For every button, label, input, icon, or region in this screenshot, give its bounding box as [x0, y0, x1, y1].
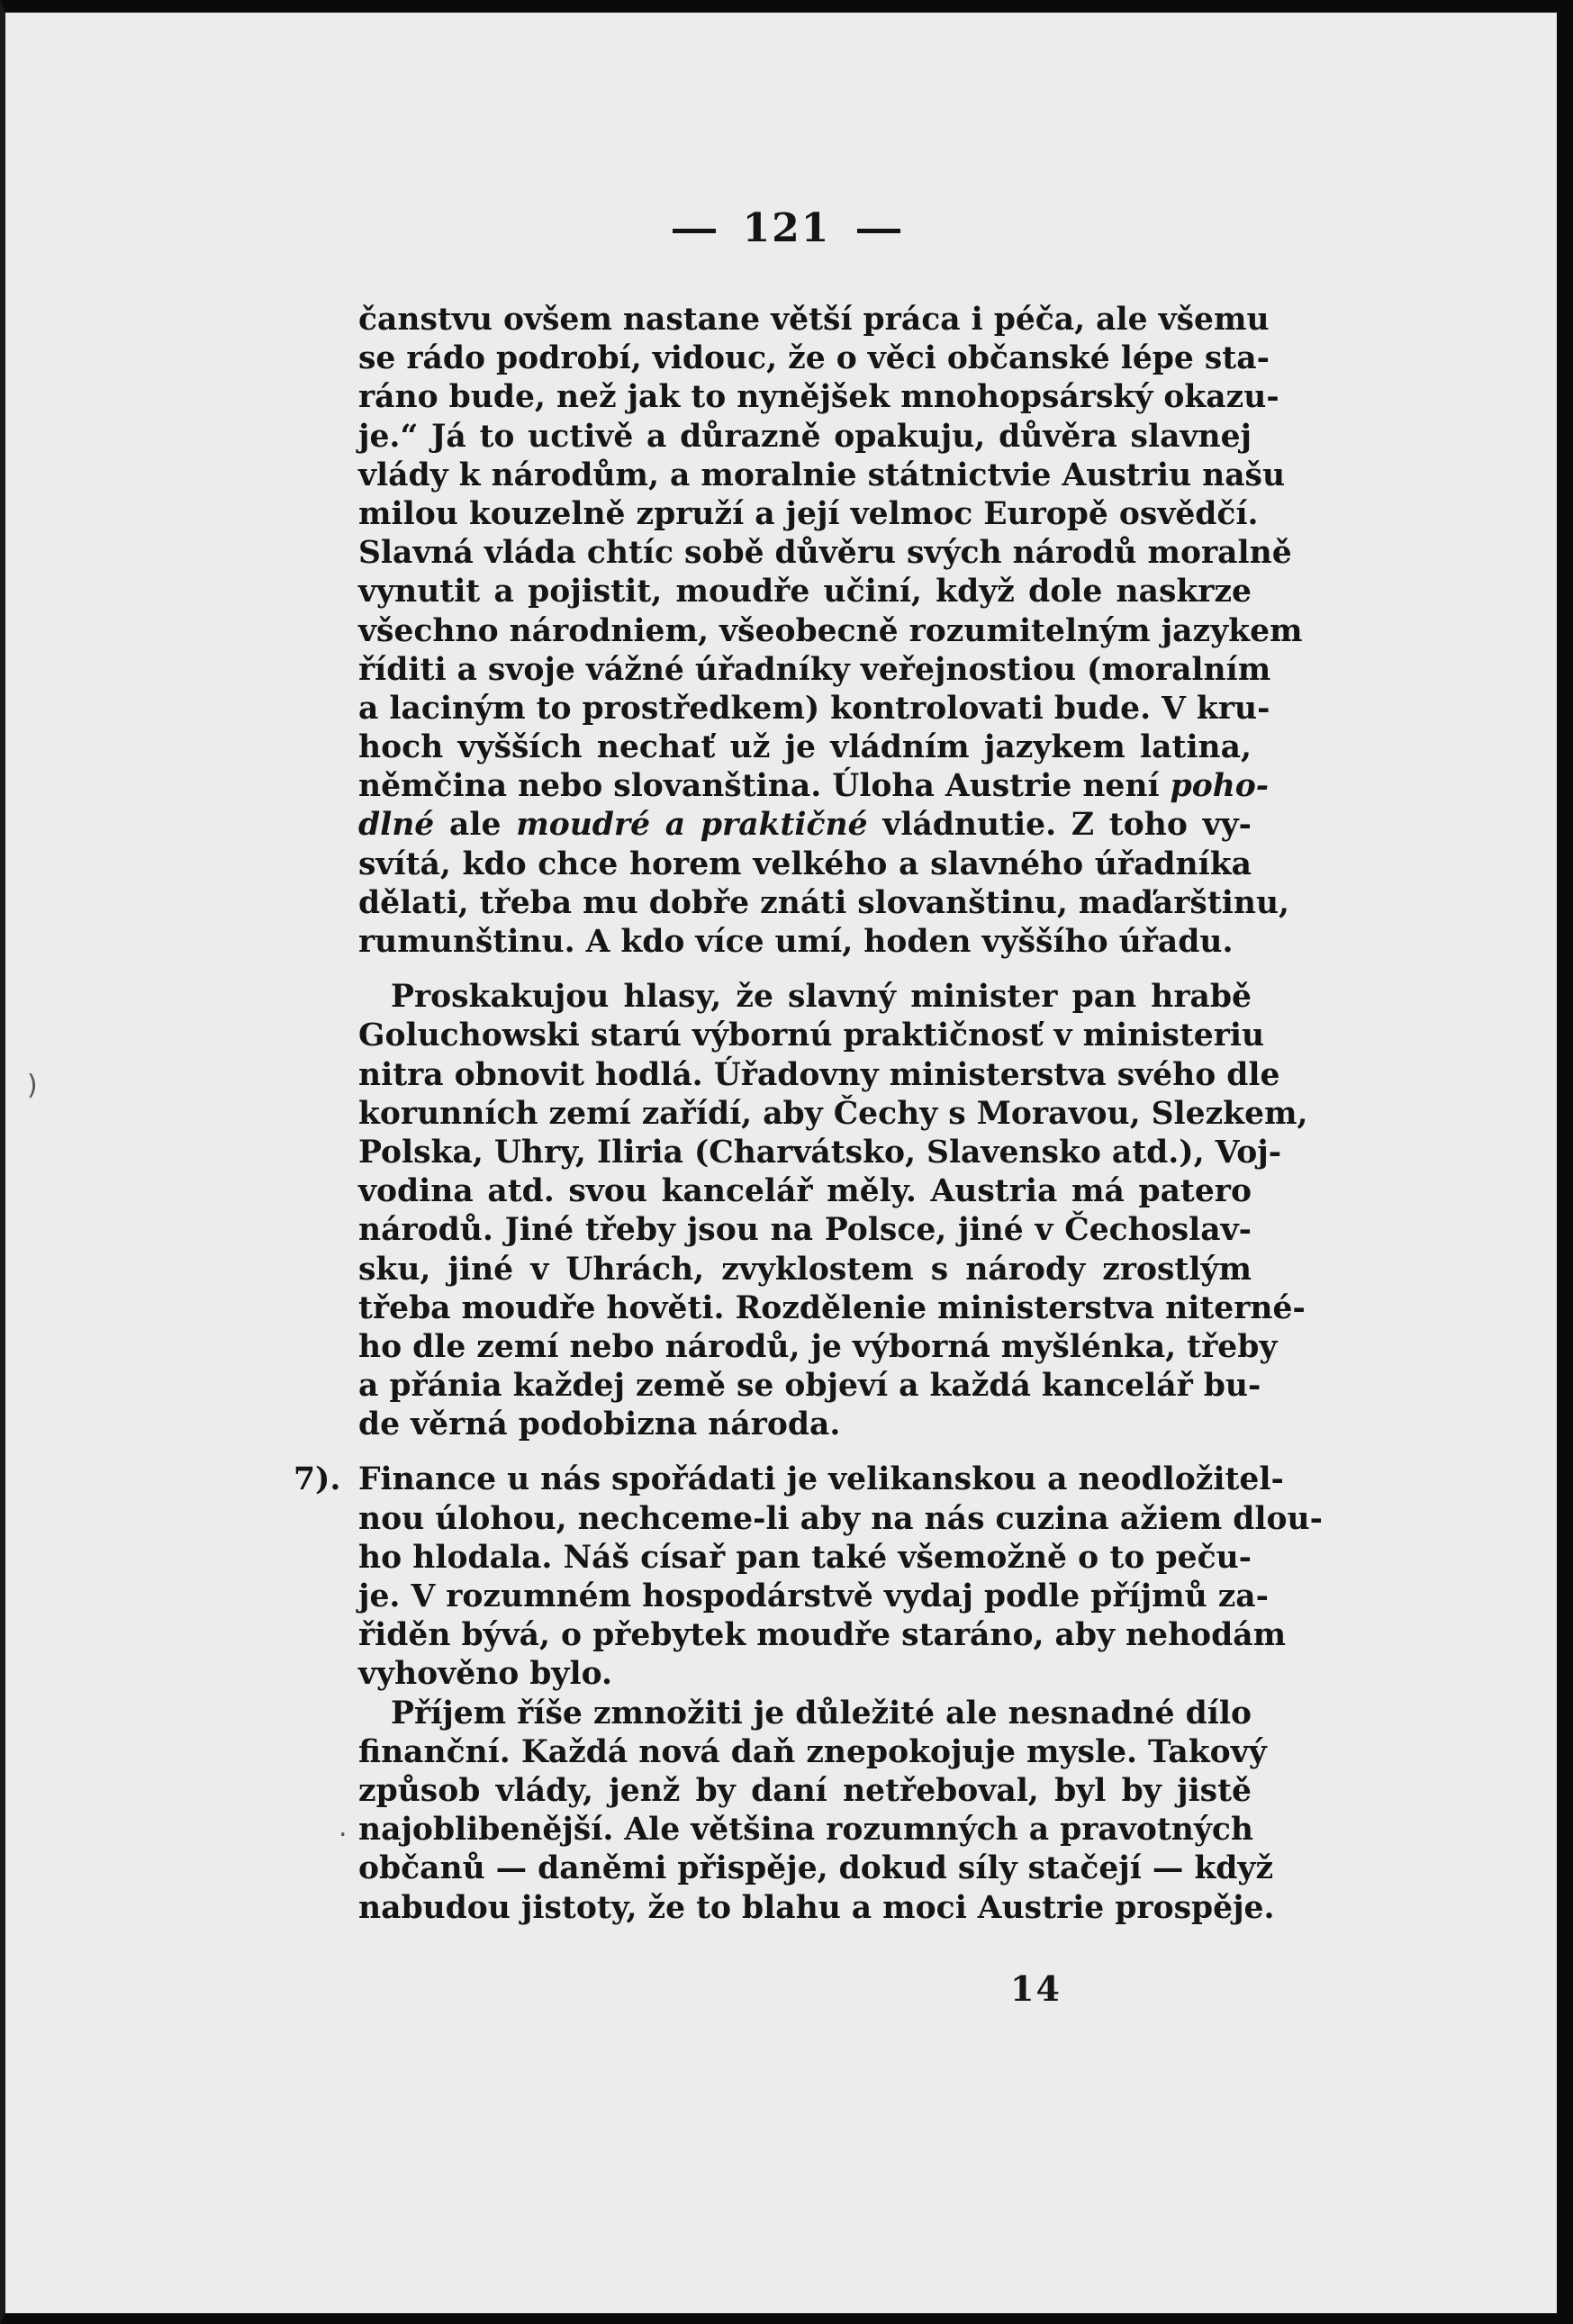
text-line: říditi a svoje vážné úřadníky veřejnostiou (moralním [358, 651, 1271, 688]
text-line: čanstvu ovšem nastane větší práca i péča, ale všemu [358, 302, 1270, 338]
text-line: se rádo podrobí, vidouc, že o věci občanské lépe sta- [358, 340, 1270, 377]
text-line: třeba moudře hověti. Rozdělenie ministerstva niterné- [358, 1289, 1306, 1326]
text-line: korunních zemí zařídí, aby Čechy s Moravou, Slezkem, [358, 1095, 1308, 1132]
italic-fragment: dlné [358, 807, 435, 844]
margin-mark-paren: ) [27, 1070, 38, 1101]
text-line: Finance u nás spořádati je velikanskou a neodložitel- [358, 1461, 1284, 1498]
text-line: vynutit a pojistit, moudře učiní, když dole naskrze [358, 574, 1252, 610]
text-line: ho hlodala. Náš císař pan také všemožně o to peču- [358, 1539, 1252, 1576]
text-fragment: vládnutie. Z toho vy- [867, 807, 1252, 844]
italic-fragment: poho- [1170, 768, 1270, 805]
page-number: 121 [742, 205, 831, 251]
text-line: najoblibenější. Ale většina rozumných a pravotných [358, 1812, 1253, 1849]
text-line: a laciným to prostředkem) kontrolovati bude. V kru- [358, 690, 1270, 727]
text-line: rumunštinu. A kdo více umí, hoden vyššího úřadu. [358, 924, 1234, 960]
text-line: milou kouzelně zpruží a její velmoc Europě osvědčí. [358, 495, 1259, 532]
text-line: nitra obnovit hodlá. Úřadovny ministerstva svého dle [358, 1056, 1280, 1093]
text-line: de věrná podobizna národa. [358, 1406, 841, 1443]
text-line: řiděn bývá, o přebytek moudře staráno, aby nehodám [358, 1617, 1287, 1654]
header-dash-left [673, 229, 716, 233]
text-line: Proskakujou hlasy, že slavný minister pan hrabě [391, 979, 1252, 1016]
text-fragment: němčina nebo slovanština. Úloha Austrie není [358, 768, 1171, 805]
text-line: způsob vlády, jenž by daní netřeboval, byl by jistě [358, 1772, 1252, 1809]
text-line: ráno bude, než jak to nynějšek mnohopsárský okazu- [358, 379, 1279, 416]
text-line: sku, jiné v Uhrách, zvyklostem s národy zrostlým [358, 1251, 1252, 1288]
text-line: vyhověno bylo. [358, 1656, 612, 1693]
text-line: ho dle zemí nebo národů, je výborná myšlénka, třeby [358, 1328, 1278, 1365]
text-line: vodina atd. svou kancelář měly. Austria má patero [358, 1173, 1252, 1210]
text-line: hoch vyšších nechať už je vládním jazykem latina, [358, 729, 1252, 766]
text-line: Slavná vláda chtíc sobě důvěru svých národů moralně [358, 535, 1292, 572]
text-line: je.“ Já to uctivě a důrazně opakuju, důvěra slavnej [358, 418, 1252, 455]
text-line: nabudou jistoty, že to blahu a moci Austrie prospěje. [358, 1889, 1275, 1926]
margin-mark-dot: . [339, 1812, 348, 1843]
text-line: vlády k národům, a moralnie státnictvie Austriu našu [358, 457, 1286, 493]
text-line [358, 806, 1252, 845]
text-line: občanů — daněmi přispěje, dokud síly stačejí — když [358, 1850, 1274, 1887]
text-line: a přánia každej země se objeví a každá kancelář bu- [358, 1368, 1261, 1405]
signature-mark: 14 [1010, 1968, 1062, 2009]
numbered-item [294, 1460, 1284, 1499]
text-line: Polska, Uhry, Iliria (Charvátsko, Slavensko atd.), Voj- [358, 1134, 1282, 1171]
text-line: všechno národniem, všeobecně rozumitelným jazykem [358, 612, 1303, 649]
body-text [294, 301, 1323, 1928]
text-line: nou úlohou, nechceme-li aby na nás cuzina ažiem dlou- [358, 1500, 1323, 1537]
header-dash-right [857, 229, 900, 233]
text-line: svítá, kdo chce horem velkého a slavného úřadníka [358, 846, 1252, 882]
text-line: finanční. Každá nová daň znepokojuje mysle. Takový [358, 1733, 1267, 1770]
text-line: Příjem říše zmnožiti je důležité ale nesnadné dílo [391, 1695, 1252, 1732]
text-line [358, 767, 1270, 806]
italic-fragment: moudré a praktičné [516, 807, 868, 844]
text-line: je. V rozumném hospodárstvě vydaj podle příjmů za- [358, 1578, 1269, 1614]
page-header [0, 205, 1573, 251]
text-line: Goluchowski starú výbornú praktičnosť v ministeriu [358, 1017, 1265, 1054]
text-line: dělati, třeba mu dobře znáti slovanštinu, maďarštinu, [358, 884, 1290, 921]
item-number: 7). [294, 1461, 341, 1498]
text-fragment: ale [434, 807, 517, 844]
text-line: národů. Jiné třeby jsou na Polsce, jiné v Čechoslav- [358, 1212, 1252, 1249]
